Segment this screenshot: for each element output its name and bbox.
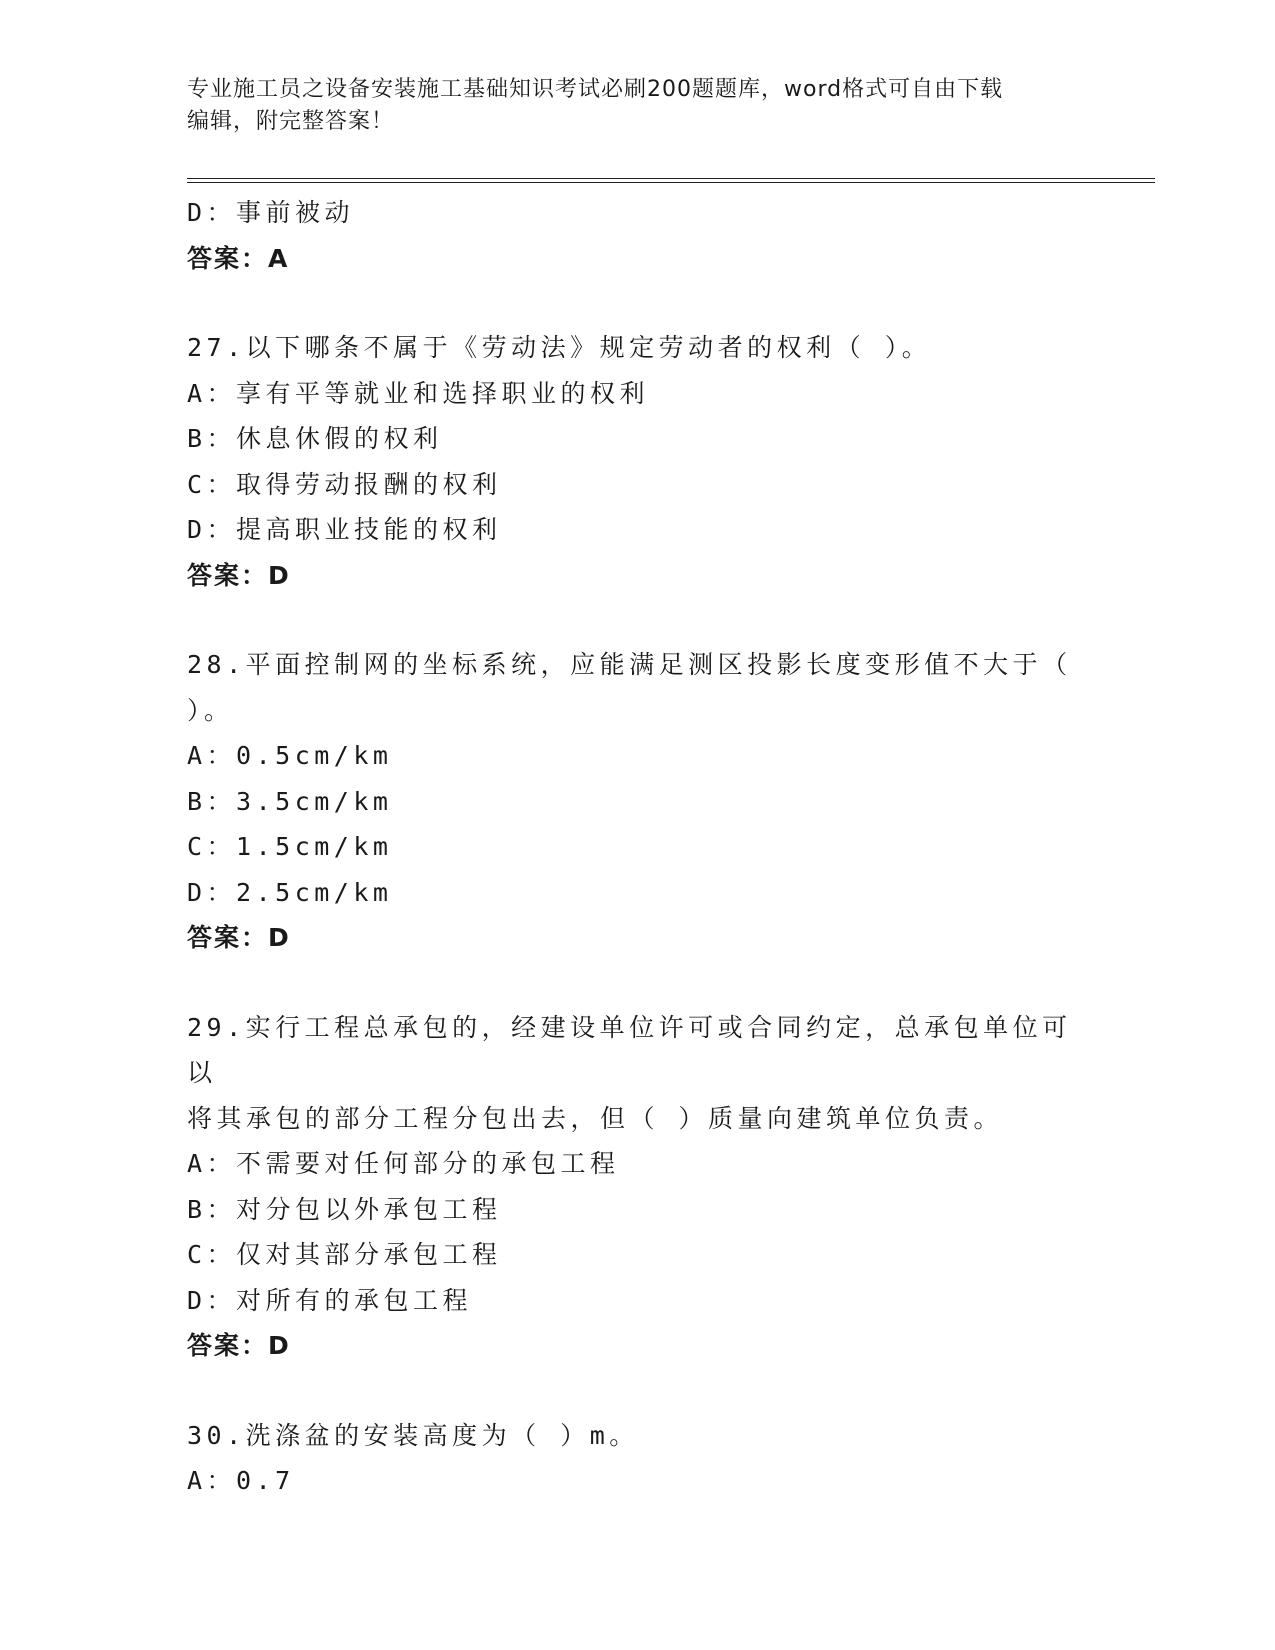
option-c: C：取得劳动报酬的权利 [187,469,502,499]
answer: 答案：D [187,1331,291,1360]
header-line-2: 编辑，附完整答案！ [187,109,395,134]
answer: 答案：D [187,923,291,952]
option-b: B：对分包以外承包工程 [187,1194,502,1224]
question-text-line-1: 29.实行工程总承包的，经建设单位许可或合同约定，总承包单位可以 [187,1012,1072,1087]
option-b: B：3.5cm/km [187,786,393,816]
header-divider [187,178,1155,183]
question-text-line-2: 将其承包的部分工程分包出去，但（ ）质量向建筑单位负责。 [187,1103,1004,1133]
option-b: B：休息休假的权利 [187,424,443,453]
question-list [187,190,1087,1504]
answer: 答案：A [187,243,290,273]
option-c: C：1.5cm/km [187,832,393,861]
header-line-1: 专业施工员之设备安装施工基础知识考试必刷200题题库，word格式可自由下载 [187,77,1004,102]
option-c: C：仅对其部分承包工程 [187,1240,502,1269]
question-text-line-2: ）。 [187,695,234,725]
document-header [187,74,1067,138]
question-text: 30.洗涤盆的安装高度为（ ）m。 [187,1420,639,1450]
question-29 [187,1005,1087,1369]
answer: 答案：D [187,560,291,590]
option-a: A：享有平等就业和选择职业的权利 [187,378,650,408]
question-28 [187,642,1087,961]
option-a: A：0.7 [187,1466,295,1495]
option-d: D：2.5cm/km [187,877,393,907]
question-26-tail [187,190,1087,281]
question-27 [187,325,1087,598]
question-text: 27.以下哪条不属于《劳动法》规定劳动者的权利（ ）。 [187,333,932,362]
question-text-line-1: 28.平面控制网的坐标系统，应能满足测区投影长度变形值不大于（ [187,650,1072,679]
option-d: D：提高职业技能的权利 [187,515,502,544]
option-a: A：0.5cm/km [187,741,393,770]
question-30 [187,1413,1087,1504]
option-a: A：不需要对任何部分的承包工程 [187,1149,620,1178]
option-d: D：事前被动 [187,198,355,227]
option-d: D：对所有的承包工程 [187,1285,473,1315]
